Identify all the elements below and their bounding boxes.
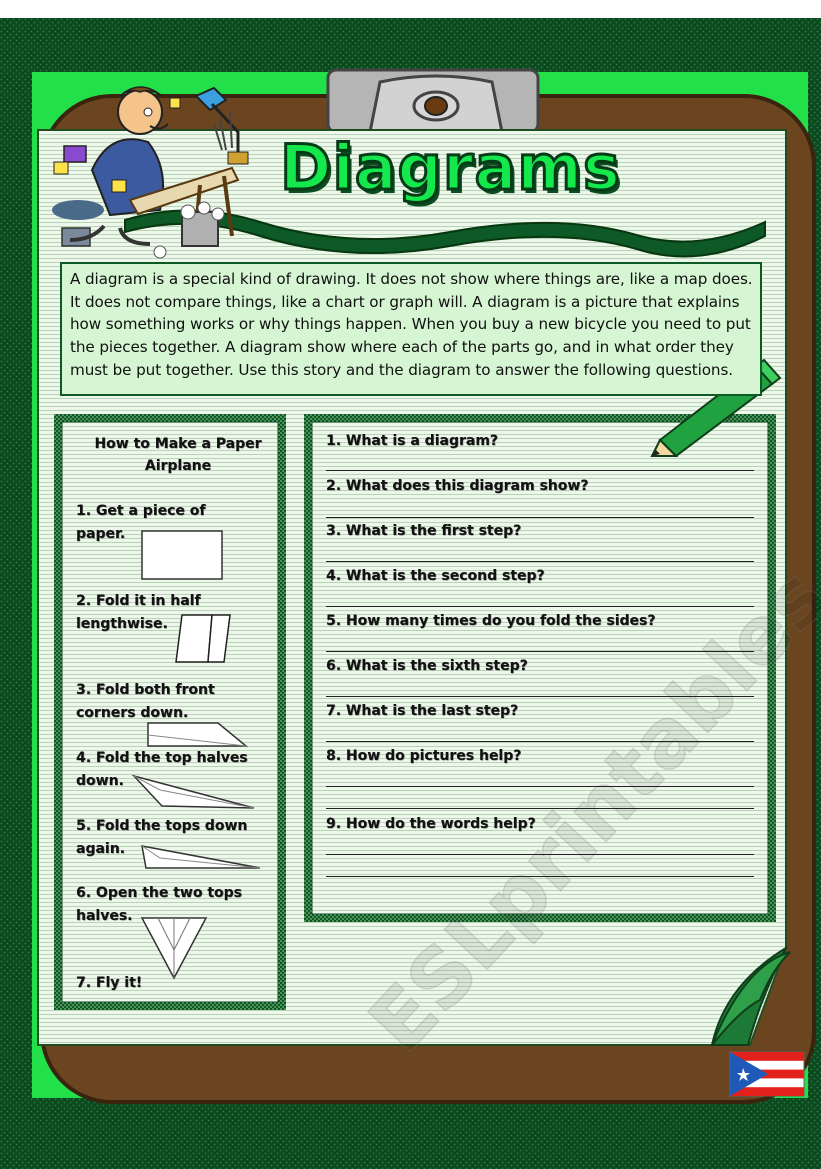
step-6: 6. Open the two tops halves. [76,885,243,924]
answer-line[interactable] [326,517,754,518]
answer-line[interactable] [326,696,754,697]
intro-paragraph: A diagram is a special kind of drawing. It does not show where things are, like a map does. It does not compare things, like a chart or graph will. A diagram is a picture that explains how something works or why things happen. When you buy a new bicycle you need to put the pieces together. A diagram show where each of the parts go, and in what order they must be put together. Use this story and the diagram to answer the following questions. [70,270,753,379]
step-4: 4. Fold the top halves down. [76,750,248,789]
question-7: 7. What is the last step? [326,703,519,719]
step-7: 7. Fly it! [76,975,143,991]
answer-line[interactable] [326,786,754,787]
step-3: 3. Fold both front corners down. [76,682,215,721]
answer-line[interactable] [326,561,754,562]
answer-line[interactable] [326,876,754,877]
question-3: 3. What is the first step? [326,523,522,539]
question-2: 2. What does this diagram show? [326,478,589,494]
question-6: 6. What is the sixth step? [326,658,528,674]
answer-line[interactable] [326,606,754,607]
answer-line[interactable] [326,651,754,652]
step-2: 2. Fold it in half lengthwise. [76,593,201,632]
question-9: 9. How do the words help? [326,816,536,832]
question-1: 1. What is a diagram? [326,433,499,449]
answer-line[interactable] [326,741,754,742]
howto-title: How to Make a Paper Airplane [94,436,262,474]
answer-line[interactable] [326,470,754,471]
step-5: 5. Fold the tops down again. [76,818,248,857]
answer-line[interactable] [326,808,754,809]
question-5: 5. How many times do you fold the sides? [326,613,656,629]
step-1: 1. Get a piece of paper. [76,503,206,542]
puerto-rico-flag-icon [730,1052,804,1096]
page-title: Diagrams [280,131,621,204]
question-8: 8. How do pictures help? [326,748,522,764]
answer-line[interactable] [326,854,754,855]
question-4: 4. What is the second step? [326,568,545,584]
